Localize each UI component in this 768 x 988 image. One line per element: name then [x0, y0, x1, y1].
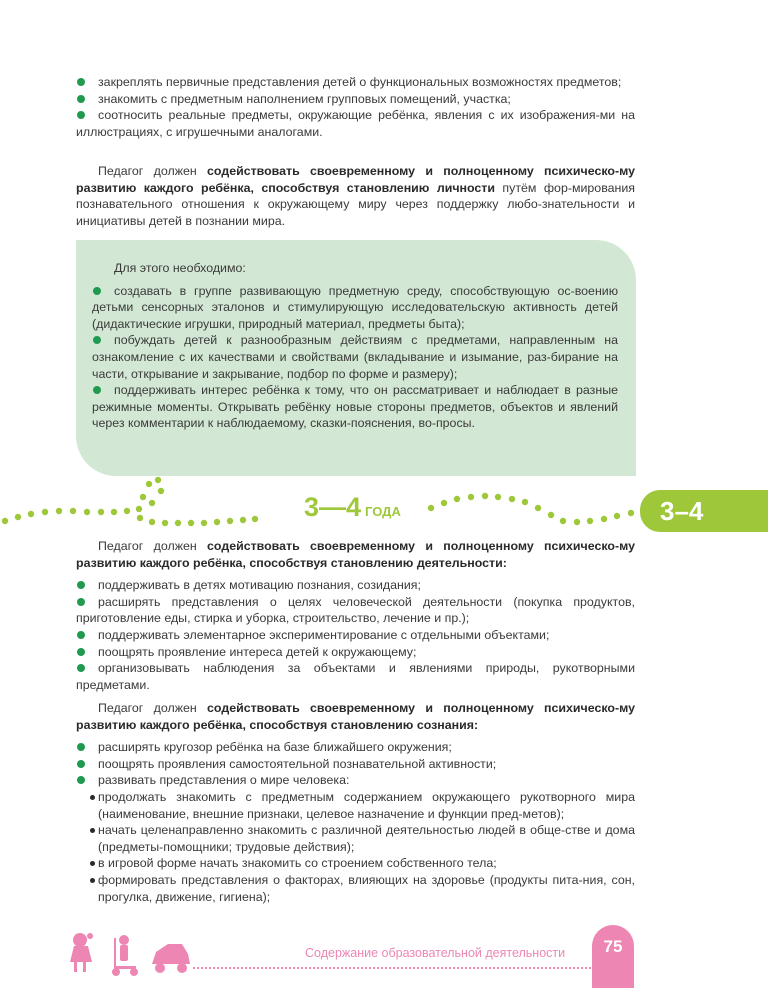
age-range: 3—4: [304, 492, 362, 522]
age-tab: 3–4: [640, 490, 768, 532]
footer-illustrations: [66, 930, 196, 980]
decorative-dot: [56, 508, 62, 514]
list-item: закреплять первичные представления детей о функциональных возможностях предметов;: [76, 74, 635, 91]
decorative-dot: [548, 512, 554, 518]
decorative-dot: [535, 505, 541, 511]
bullet-icon: [77, 581, 85, 589]
car-icon: [152, 944, 190, 973]
decorative-dot: [146, 481, 152, 487]
bullet-icon: [77, 598, 85, 606]
decorative-dot: [136, 506, 142, 512]
decorative-dot: [188, 520, 194, 526]
decorative-dot: [601, 516, 607, 522]
sub-bullet-icon: [90, 878, 95, 883]
list-item: развивать представления о мире человека:: [76, 772, 635, 789]
list-item: поддерживать элементарное экспериментирование с отдельными объектами;: [76, 627, 635, 644]
box-intro: Для этого необходимо:: [114, 261, 246, 275]
decorative-dot: [614, 513, 620, 519]
sub-list-item: начать целенаправленно знакомить с различной деятельностью людей в обще-стве и дома (предметы-помощники; трудовые действия);: [76, 822, 635, 855]
bullet-icon: [77, 743, 85, 751]
decorative-dot: [574, 519, 580, 525]
bullet-icon: [93, 287, 101, 295]
list-item: организовывать наблюдения за объектами и явлениями природы, рукотворными предметами.: [76, 661, 635, 692]
bullet-icon: [77, 760, 85, 768]
bullet-icon: [77, 631, 85, 639]
age-unit: ГОДА: [365, 504, 401, 519]
list-item: поощрять проявления самостоятельной познавательной активности;: [76, 756, 635, 773]
bullet-icon: [77, 664, 85, 672]
bullet-icon: [77, 95, 85, 103]
list-item: создавать в группе развивающую предметную среду, способствующую ос-воению детьми сенсорных эталонов и стимулирующую исследовательскую активность детей (дидактические игрушки, природный материал, предметы быта);: [92, 283, 618, 331]
bullet-icon: [93, 336, 101, 344]
sub-list-item: формировать представления о факторах, влияющих на здоровье (продукты пита-ния, сон, прогулка, движение, гигиена);: [76, 872, 635, 905]
decorative-dot: [84, 509, 90, 515]
list-item: расширять представления о целях человеческой деятельности (покупка продуктов, приготовление еды, стирка и уборка, строительство, лечение и пр.);: [76, 594, 635, 626]
decorative-dot: [482, 493, 488, 499]
requirements-box: [76, 240, 636, 476]
girl-icon: [70, 933, 93, 972]
top-bullet-list: [76, 74, 635, 140]
decorative-dot: [454, 496, 460, 502]
bullet-icon: [77, 78, 85, 86]
footer-dotted-line: [192, 967, 592, 969]
decorative-dot: [441, 500, 447, 506]
decorative-dot: [587, 518, 593, 524]
sub-bullet-icon: [90, 861, 95, 866]
consciousness-section: Педагог должен содействовать своевременному и полноценному психическо-му развитию каждого ребёнка, способствуя становлению сознания: расширять кругозор ребёнка на базе ближайшего окружения; поощрять проявления самостоятельной познавательной активности; развивать представления о мире человека: продолжать знакомить с предметным содержанием окружающего рукотворного мира (наименование, внешние признаки, целевое назначение и функции пред-метов); начать целенаправленно знакомить с различной деятельностью людей в обще-стве и дома (предметы-помощники; трудовые действия); в игровой форме начать знакомить со строением собственного тела; формировать представления о факторах, влияющих на здоровье (продукты пита-ния, сон, прогулка, движение, гигиена);: [76, 701, 635, 904]
list-item: знакомить с предметным наполнением групповых помещений, участка;: [76, 91, 635, 108]
decorative-dot: [522, 499, 528, 505]
decorative-dot: [70, 508, 76, 514]
section-heading: [304, 492, 401, 523]
decorative-dot: [2, 518, 8, 524]
decorative-dot: [468, 494, 474, 500]
decorative-dot: [149, 519, 155, 525]
decorative-dot: [42, 509, 48, 515]
decorative-dot: [628, 510, 634, 516]
list-item: соотносить реальные предметы, окружающие ребёнка, явления с их изображения-ми на иллюстрациях, с игрушечными аналогами.: [76, 108, 635, 139]
decorative-dot: [124, 508, 130, 514]
bullet-icon: [77, 776, 85, 784]
decorative-dot: [28, 511, 34, 517]
bullet-icon: [93, 386, 101, 394]
decorative-dot: [175, 520, 181, 526]
decorative-dot: [252, 516, 258, 522]
decorative-dot: [428, 505, 434, 511]
bullet-icon: [77, 111, 85, 119]
sub-bullet-icon: [90, 795, 95, 800]
list-item: поддерживать интерес ребёнка к тому, что он рассматривает и наблюдает в разные режимные моменты. Открывать ребёнку новые стороны предметов, объектов и явлений через комментарии к наблюдаемому, сказки-пояснения, во-просы.: [92, 383, 618, 431]
list-item: поощрять проявление интереса детей к окружающему;: [76, 644, 635, 661]
decorative-dot: [214, 519, 220, 525]
sub-list-item: в игровой форме начать знакомить со строением собственного тела;: [76, 855, 635, 872]
decorative-dot: [240, 517, 246, 523]
decorative-dot: [162, 520, 168, 526]
list-item: побуждать детей к разнообразным действиям с предметами, направленным на ознакомление с их качествами и свойствами (вкладывание и изымание, раз-бирание на части, открывание и закрывание, подбор по форме и размеру);: [92, 333, 618, 381]
sub-bullet-icon: [90, 828, 95, 833]
activity-section: Педагог должен содействовать своевременному и полноценному психическо-му развитию каждого ребёнка, способствуя становлению деятельности: поддерживать в детях мотивацию познания, созидания; расширять представления о целях человеческой деятельности (покупка продуктов, приготовление еды, стирка и уборка, строительство, лечение и пр.); поддерживать элементарное экспериментирование с отдельными объектами; поощрять проявление интереса детей к окружающему; организовывать наблюдения за объектами и явлениями природы, рукотворными предметами.: [76, 539, 635, 692]
decorative-dot: [149, 500, 155, 506]
decorative-dot: [201, 520, 207, 526]
decorative-dot: [15, 514, 21, 520]
decorative-dot: [495, 494, 501, 500]
sub-list-item: продолжать знакомить с предметным содержанием окружающего рукотворного мира (наименование, внешние признаки, целевое назначение и функции пред-метов);: [76, 789, 635, 822]
decorative-dot: [227, 518, 233, 524]
decorative-dot: [560, 518, 566, 524]
bullet-icon: [77, 648, 85, 656]
decorative-dot: [155, 477, 161, 483]
list-item: расширять кругозор ребёнка на базе ближайшего окружения;: [76, 739, 635, 756]
decorative-dot: [137, 515, 143, 521]
running-title: Содержание образовательной деятельности: [305, 946, 566, 960]
decorative-dot: [111, 509, 117, 515]
list-item: поддерживать в детях мотивацию познания, созидания;: [76, 577, 635, 594]
personality-paragraph: Педагог должен содействовать своевременному и полноценному психическо-му развитию каждого ребёнка, способствуя становлению личности путём фор-мирования познавательного отношения к окружающему миру через поддержку любо-знательности и инициативы детей в познании мира.: [76, 164, 635, 228]
scooter-child-icon: [112, 935, 138, 976]
decorative-dot: [509, 496, 515, 502]
page-number: 75: [592, 925, 634, 988]
decorative-dot: [98, 509, 104, 515]
decorative-dot: [140, 494, 146, 500]
decorative-dot: [158, 488, 164, 494]
